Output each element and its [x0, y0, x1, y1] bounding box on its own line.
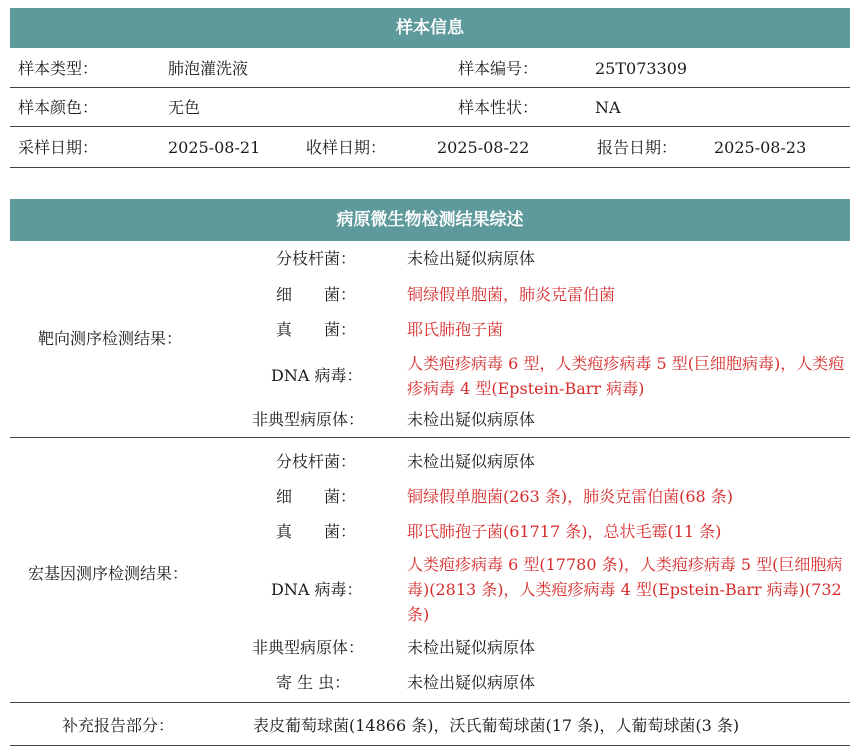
divider [10, 167, 850, 168]
report-date-label: 报告日期： [597, 138, 678, 157]
targeted-fungi-label: 真 菌： [276, 320, 357, 339]
meta-bacteria-value: 铜绿假单胞菌(263 条)，肺炎克雷伯菌(68 条) [407, 487, 734, 506]
collect-date-value: 2025-08-21 [168, 138, 261, 157]
targeted-dna-virus-label: DNA 病毒： [271, 366, 363, 385]
targeted-fungi-value: 耶氏肺孢子菌 [407, 320, 504, 339]
targeted-mycobacteria-label: 分枝杆菌： [276, 249, 357, 268]
targeted-bacteria-value: 铜绿假单胞菌，肺炎克雷伯菌 [407, 285, 616, 304]
sample-color-label: 样本颜色： [18, 98, 99, 117]
meta-fungi-value: 耶氏肺孢子菌(61717 条)，总状毛霉(11 条) [407, 522, 722, 541]
receive-date-value: 2025-08-22 [437, 138, 530, 157]
meta-mycobacteria-label: 分枝杆菌： [276, 452, 357, 471]
meta-parasite-value: 未检出疑似病原体 [407, 673, 536, 692]
sample-type-label: 样本类型： [18, 59, 99, 78]
divider [10, 126, 850, 127]
collect-date-label: 采样日期： [18, 138, 99, 157]
meta-atypical-value: 未检出疑似病原体 [407, 638, 536, 657]
supplement-label: 补充报告部分： [62, 716, 175, 735]
meta-fungi-label: 真 菌： [276, 522, 357, 541]
meta-dna-virus-label: DNA 病毒： [271, 580, 363, 599]
sample-info-header: 样本信息 [10, 8, 850, 48]
divider [10, 87, 850, 88]
sample-trait-value: NA [595, 98, 621, 117]
meta-parasite-label: 寄 生 虫： [276, 673, 351, 692]
sample-type-value: 肺泡灌洗液 [168, 59, 249, 78]
report-date-value: 2025-08-23 [714, 138, 807, 157]
divider [10, 437, 850, 438]
targeted-bacteria-label: 细 菌： [276, 285, 357, 304]
metagenomic-section-label: 宏基因测序检测结果： [28, 564, 189, 583]
targeted-section-label: 靶向测序检测结果： [38, 329, 183, 348]
meta-atypical-label: 非典型病原体： [252, 638, 365, 657]
divider [10, 702, 850, 703]
targeted-dna-virus-value: 人类疱疹病毒 6 型，人类疱疹病毒 5 型(巨细胞病毒)，人类疱疹病毒 4 型(Epstein-Barr 病毒) [407, 354, 845, 398]
supplement-value: 表皮葡萄球菌(14866 条)，沃氏葡萄球菌(17 条)，人葡萄球菌(3 条) [253, 716, 740, 735]
targeted-mycobacteria-value: 未检出疑似病原体 [407, 249, 536, 268]
sample-color-value: 无色 [168, 98, 201, 117]
summary-header: 病原微生物检测结果综述 [10, 199, 850, 241]
receive-date-label: 收样日期： [306, 138, 387, 157]
sample-trait-label: 样本性状： [458, 98, 539, 117]
divider [10, 745, 850, 746]
meta-dna-virus-value: 人类疱疹病毒 6 型(17780 条)，人类疱疹病毒 5 型(巨细胞病毒)(2813 条)，人类疱疹病毒 4 型(Epstein-Barr 病毒)(732 条) [407, 555, 843, 624]
sample-id-label: 样本编号： [458, 59, 539, 78]
targeted-atypical-value: 未检出疑似病原体 [407, 410, 536, 429]
meta-mycobacteria-value: 未检出疑似病原体 [407, 452, 536, 471]
meta-bacteria-label: 细 菌： [276, 487, 357, 506]
sample-id-value: 25T073309 [595, 59, 688, 78]
targeted-atypical-label: 非典型病原体： [252, 410, 365, 429]
